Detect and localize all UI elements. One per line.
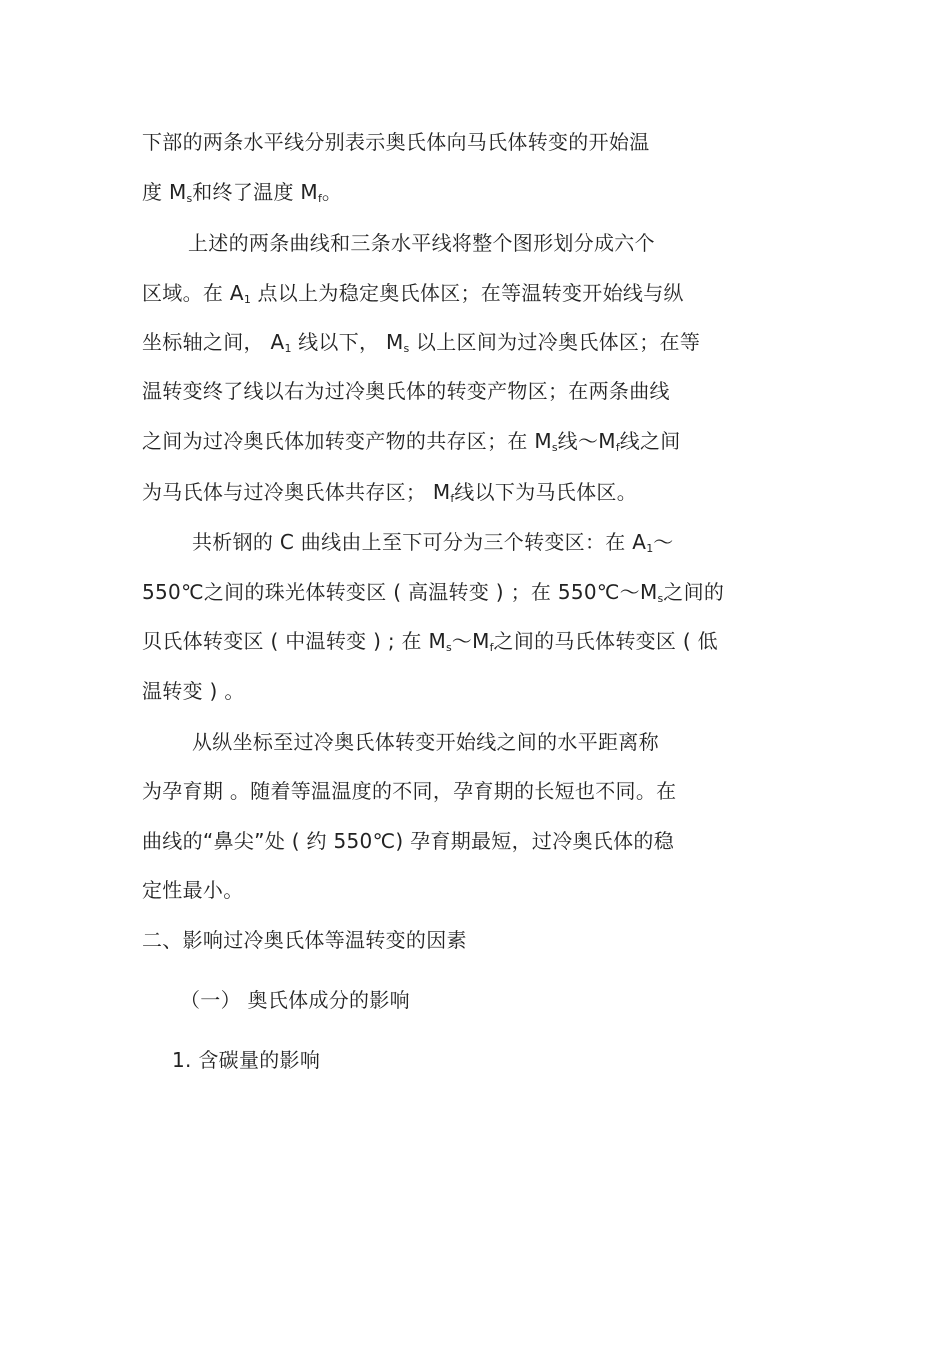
text-line	[142, 827, 674, 855]
text-run: 曲线的“鼻尖”处 ( 约 550℃) 孕育期最短，过冷奥氏体的稳	[142, 829, 674, 853]
text-run: 1. 含碳量的影响	[172, 1048, 321, 1072]
text-run: 共析钢的 C 曲线由上至下可分为三个转变区：在 A	[192, 530, 647, 554]
text-line	[142, 478, 637, 513]
subscript: s	[657, 592, 664, 605]
text-run: 坐标轴之间， A	[142, 330, 285, 354]
text-run: 从纵坐标至过冷奥氏体转变开始线之间的水平距离称	[192, 730, 659, 754]
text-run: 之间为过冷奥氏体加转变产物的共存区；在 M	[142, 429, 552, 453]
text-run: 线以下， M	[291, 330, 404, 354]
text-run: （一） 奥氏体成分的影响	[180, 988, 410, 1012]
text-line	[142, 128, 650, 156]
text-run: 之间的马氏体转变区 ( 低	[493, 629, 718, 653]
text-line	[142, 578, 724, 613]
subsubsection-heading	[172, 1046, 320, 1074]
text-line	[142, 627, 718, 662]
subscript: s	[186, 192, 193, 205]
text-run: 。	[321, 180, 343, 204]
text-run: 和终了温度 M	[192, 180, 318, 204]
text-run: 温转变 ) 。	[142, 679, 245, 703]
text-run: 为马氏体与过冷奥氏体共存区； M	[142, 480, 451, 504]
text-run: 二、影响过冷奥氏体等温转变的因素	[142, 928, 467, 952]
text-line	[142, 876, 244, 904]
subscript: f	[450, 492, 455, 505]
text-line	[192, 528, 674, 563]
text-run: ～	[653, 530, 674, 554]
text-run: ～M	[451, 629, 490, 653]
text-run: 点以上为稳定奥氏体区；在等温转变开始线与纵	[250, 281, 684, 305]
subscript: 1	[284, 342, 292, 355]
subscript: s	[446, 641, 452, 654]
section-heading	[142, 926, 467, 954]
subscript: s	[403, 342, 410, 355]
subsection-heading	[180, 986, 410, 1014]
text-run: 为孕育期 。随着等温温度的不同，孕育期的长短也不同。在	[142, 779, 677, 803]
text-line	[142, 427, 681, 462]
text-line	[142, 377, 670, 405]
text-run: 定性最小。	[142, 878, 244, 902]
subscript: f	[615, 441, 620, 454]
text-line	[142, 777, 676, 805]
subscript: f	[317, 192, 322, 205]
text-run: 区域。在 A	[142, 281, 244, 305]
text-run: 温转变终了线以右为过冷奥氏体的转变产物区；在两条曲线	[142, 379, 670, 403]
text-run: 以上区间为过冷奥氏体区；在等	[409, 330, 701, 354]
text-line	[192, 728, 659, 756]
text-run: 下部的两条水平线分别表示奥氏体向马氏体转变的开始温	[142, 130, 650, 154]
text-run: 度 M	[142, 180, 187, 204]
text-line	[142, 328, 700, 363]
text-line	[142, 677, 245, 705]
subscript: s	[551, 441, 558, 454]
text-run: 上述的两条曲线和三条水平线将整个图形划分成六个	[188, 231, 655, 255]
text-line	[142, 178, 342, 213]
text-run: 线以下为马氏体区。	[454, 480, 637, 504]
text-run: 线～M	[557, 429, 616, 453]
subscript: 1	[646, 542, 654, 555]
text-line	[142, 279, 684, 314]
text-run: 之间的	[663, 580, 725, 604]
text-run: 贝氏体转变区 ( 中温转变 ) ; 在 M	[142, 629, 447, 653]
text-run: 550℃之间的珠光体转变区 ( 高温转变 ) ；在 550℃～M	[142, 580, 658, 604]
text-run: 线之间	[619, 429, 681, 453]
subscript: 1	[243, 293, 251, 306]
text-line	[188, 229, 655, 257]
subscript: f	[489, 641, 494, 654]
